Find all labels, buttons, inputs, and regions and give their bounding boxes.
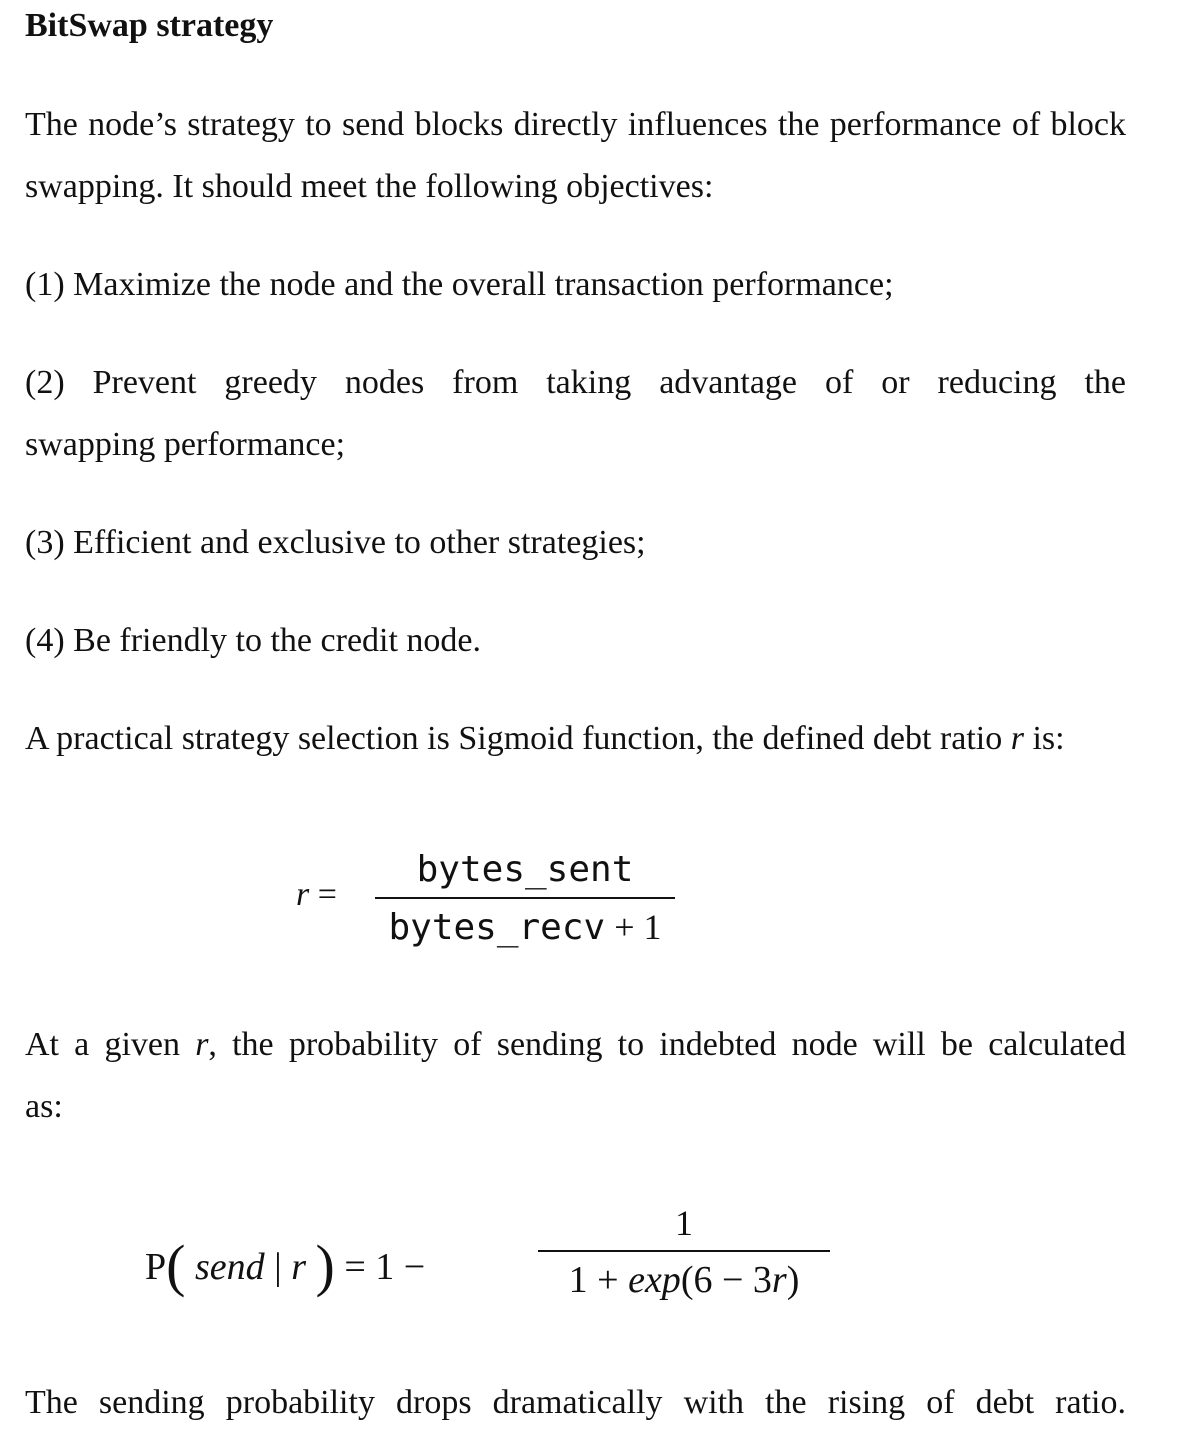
debt-ratio-formula — [290, 846, 710, 956]
probability-formula — [140, 1200, 860, 1310]
den-one-plus: 1 + — [568, 1259, 629, 1301]
den-var-r: r — [771, 1259, 787, 1301]
objective-3: (3) Efficient and exclusive to other strategies; — [25, 524, 646, 561]
denominator-code: bytes_recv — [388, 907, 606, 948]
sigmoid-text-before: A practical strategy selection is Sigmoid function, the defined debt ratio — [25, 720, 1011, 757]
intro-line-2: swapping. It should meet the following objectives: — [25, 168, 714, 205]
probability-p: P — [145, 1246, 167, 1288]
denominator-plus-one: + 1 — [614, 907, 662, 947]
den-exp: exp — [628, 1259, 681, 1301]
fraction-denominator — [375, 903, 675, 952]
close-paren: ) — [315, 1233, 335, 1298]
fraction-bar — [538, 1250, 830, 1252]
probability-sentence-line-2: as: — [25, 1088, 63, 1125]
intro-line-1: The node’s strategy to send blocks directly influences the performance of block — [25, 106, 1126, 143]
section-heading: BitSwap strategy — [25, 7, 274, 44]
fraction-numerator: 1 — [675, 1203, 693, 1243]
objective-2-line-2: swapping performance; — [25, 426, 346, 463]
den-close: ) — [786, 1259, 800, 1301]
formula-var-r: r — [296, 876, 310, 913]
debt-ratio-variable: r — [1010, 720, 1024, 757]
send-term: send — [194, 1246, 265, 1288]
fraction — [538, 1200, 830, 1304]
formula-rhs-one-minus: = 1 − — [344, 1246, 426, 1288]
conclusion: The sending probability drops dramatically with the rising of debt ratio. — [25, 1384, 1126, 1421]
fraction-bar — [375, 897, 675, 899]
objective-1: (1) Maximize the node and the overall transaction performance; — [25, 266, 894, 303]
open-paren: ( — [166, 1233, 186, 1298]
objective-4: (4) Be friendly to the credit node. — [25, 622, 482, 659]
objective-2-line-1: (2) Prevent greedy nodes from taking advantage of or reducing the — [25, 364, 1126, 401]
given-var-r: r — [291, 1246, 307, 1288]
formula-lhs — [296, 876, 337, 914]
given-pipe: | — [274, 1246, 282, 1288]
equals-sign: = — [317, 876, 337, 913]
sigmoid-text-after: is: — [1023, 720, 1065, 757]
den-args: (6 − 3 — [680, 1259, 772, 1301]
probability-text-before: At a given — [25, 1026, 196, 1063]
probability-var-r: r — [195, 1026, 209, 1063]
fraction-numerator: bytes_sent — [416, 849, 634, 890]
fraction — [375, 846, 675, 952]
sigmoid-sentence — [25, 708, 1126, 770]
probability-sentence-line-1 — [25, 1014, 1126, 1076]
fraction-denominator — [538, 1256, 830, 1304]
probability-text-after: , the probability of sending to indebted node will be calculated — [208, 1026, 1126, 1063]
formula-lhs — [145, 1232, 425, 1299]
